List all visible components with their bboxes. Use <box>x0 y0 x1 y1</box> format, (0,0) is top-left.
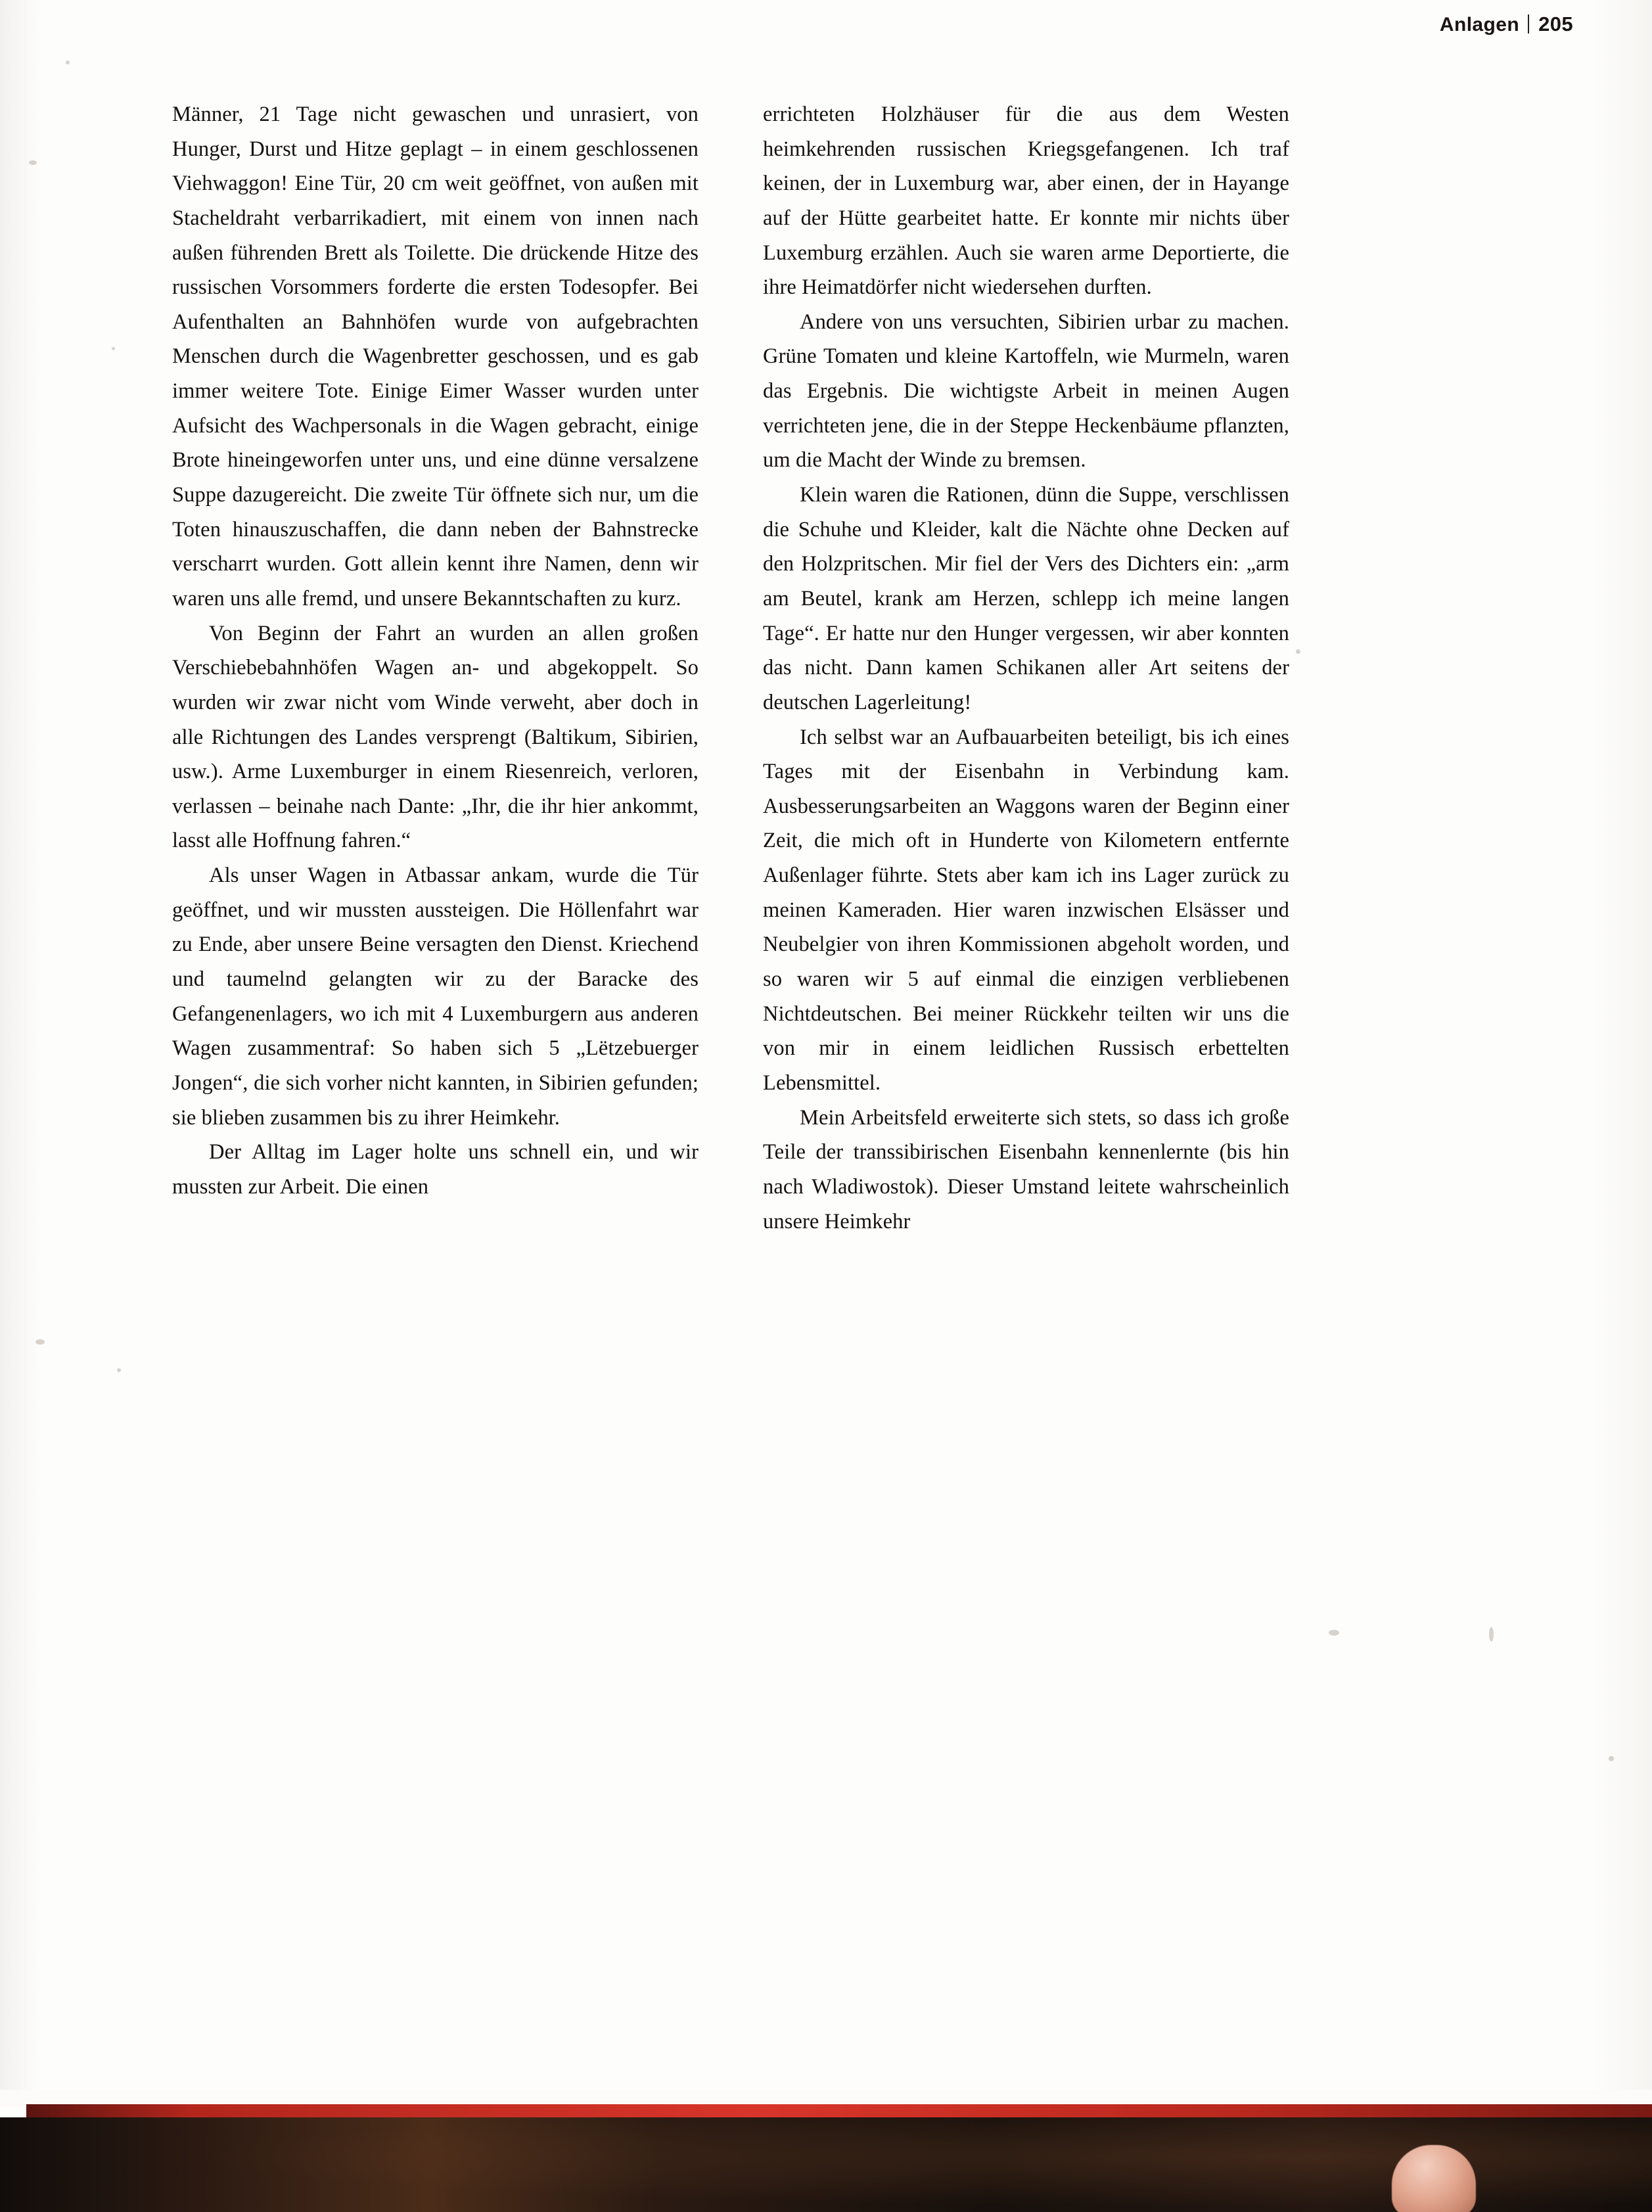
scan-speck <box>1489 1627 1494 1642</box>
scan-speck <box>35 1339 45 1345</box>
scan-speck <box>117 1368 121 1372</box>
text-columns <box>172 97 1289 1239</box>
paragraph: Andere von uns versuchten, Sibirien urbar zu machen. Grüne Tomaten und kleine Kartoffeln, wie Murmeln, waren das Ergebnis. Die wichtigste Arbeit in meinen Augen verrichteten jene, die in der Steppe Heckenbäume pflanzten, um die Macht der Winde zu bremsen. <box>763 310 1289 472</box>
page-bottom-photo-strip <box>0 2090 1652 2212</box>
paragraph: Von Beginn der Fahrt an wurden an allen großen Verschiebebahnhöfen Wagen an- und abgekoppelt. So wurden wir zwar nicht vom Winde verweht, aber doch in alle Richtungen des Landes versprengt (Baltikum, Sibirien, usw.). Arme Luxemburger in einem Riesenreich, verloren, verlassen – beinahe nach Dante: „Ihr, die ihr hier ankommt, lasst alle Hoffnung fahren.“ <box>172 621 699 853</box>
scan-speck <box>112 347 115 350</box>
paragraph: Mein Arbeitsfeld erweiterte sich stets, so dass ich große Teile der transsibirischen Eisenbahn kennenlernte (bis hin nach Wladiwostok). Dieser Umstand leitete wahrscheinlich unsere Heimkehr <box>763 1105 1289 1233</box>
scan-edge-right <box>1593 0 1652 2090</box>
scan-speck <box>66 60 70 64</box>
paragraph: errichteten Holzhäuser für die aus dem Westen heimkehrenden russischen Kriegsgefangenen. Ich traf keinen, der in Luxemburg war, aber einen, der in Hayange auf der Hütte gearbeitet hatte. Er konnte mir nichts über Luxemburg erzählen. Auch sie waren arme Deportierte, die ihre Heimatdörfer nicht wiedersehen durften. <box>763 103 1289 300</box>
paragraph: Der Alltag im Lager holte uns schnell ein, und wir mussten zur Arbeit. Die einen <box>172 1140 699 1199</box>
paragraph: Klein waren die Rationen, dünn die Suppe, verschlissen die Schuhe und Kleider, kalt die Nächte ohne Decken auf den Holzpritschen. Mir fiel der Vers des Dichters ein: „arm am Beutel, krank am Herzen, schlepp ich meine langen Tage“. Er hatte nur den Hunger vergessen, wir aber konnten das nicht. Dann kamen Schikanen aller Art seitens der deutschen Lagerleitung! <box>763 483 1289 714</box>
scan-speck <box>1329 1630 1339 1636</box>
scan-speck <box>1296 649 1300 654</box>
column-right <box>763 97 1289 1239</box>
thumb-shape <box>1392 2145 1476 2212</box>
scan-edge-left <box>0 0 39 2090</box>
column-left <box>172 97 699 1239</box>
scan-speck <box>29 160 37 165</box>
page-number: 205 <box>1538 12 1573 35</box>
running-head-label: Anlagen <box>1439 14 1520 35</box>
paragraph: Als unser Wagen in Atbassar ankam, wurde die Tür geöffnet, und wir mussten aussteigen. Die Höllenfahrt war zu Ende, aber unsere Beine versagten den Dienst. Kriechend und taumelnd gelangten wir zu der Baracke des Gefangenenlagers, wo ich mit 4 Luxemburgern aus anderen Wagen zusammentraf: So haben sich 5 „Lëtzebuerger Jongen“, die sich vorher nicht kannten, in Sibirien gefunden; sie blieben zusammen bis zu ihrer Heimkehr. <box>172 864 699 1130</box>
running-head-divider <box>1528 14 1529 34</box>
scan-speck <box>1609 1756 1614 1761</box>
running-head <box>1440 12 1573 36</box>
paragraph: Männer, 21 Tage nicht gewaschen und unrasiert, von Hunger, Durst und Hitze geplagt – in einem geschlossenen Viehwaggon! Eine Tür, 20 cm weit geöffnet, von außen mit Stacheldraht verbarrikadiert, mit einem von innen nach außen führenden Brett als Toilette. Die drückende Hitze des russischen Vorsommers forderte die ersten Todesopfer. Bei Aufenthalten an Bahnhöfen wurde von aufgebrachten Menschen durch die Wagenbretter geschossen, und es gab immer weitere Tote. Einige Eimer Wasser wurden unter Aufsicht des Wachpersonals in die Wagen gebracht, einige Brote hineingeworfen unter uns, und eine dünne versalzene Suppe dazugereicht. Die zweite Tür öffnete sich nur, um die Toten hinauszuschaffen, die dann neben der Bahnstrecke verscharrt wurden. Gott allein kennt ihre Namen, denn wir waren uns alle fremd, und unsere Bekanntschaften zu kurz. <box>172 103 699 611</box>
paragraph: Ich selbst war an Aufbauarbeiten beteiligt, bis ich eines Tages mit der Eisenbahn in Verbindung kam. Ausbesserungsarbeiten an Waggons waren der Beginn einer Zeit, die mich oft in Hunderte von Kilometern entfernte Außenlager führte. Stets aber kam ich ins Lager zurück zu meinen Kameraden. Hier waren inzwischen Elsässer und Neubelgier von ihren Kommissionen abgeholt worden, und so waren wir 5 auf einmal die einzigen verbliebenen Nichtdeutschen. Bei meiner Rückkehr teilten wir uns die von mir in einem leidlichen Russisch erbettelten Lebensmittel. <box>763 725 1289 1095</box>
